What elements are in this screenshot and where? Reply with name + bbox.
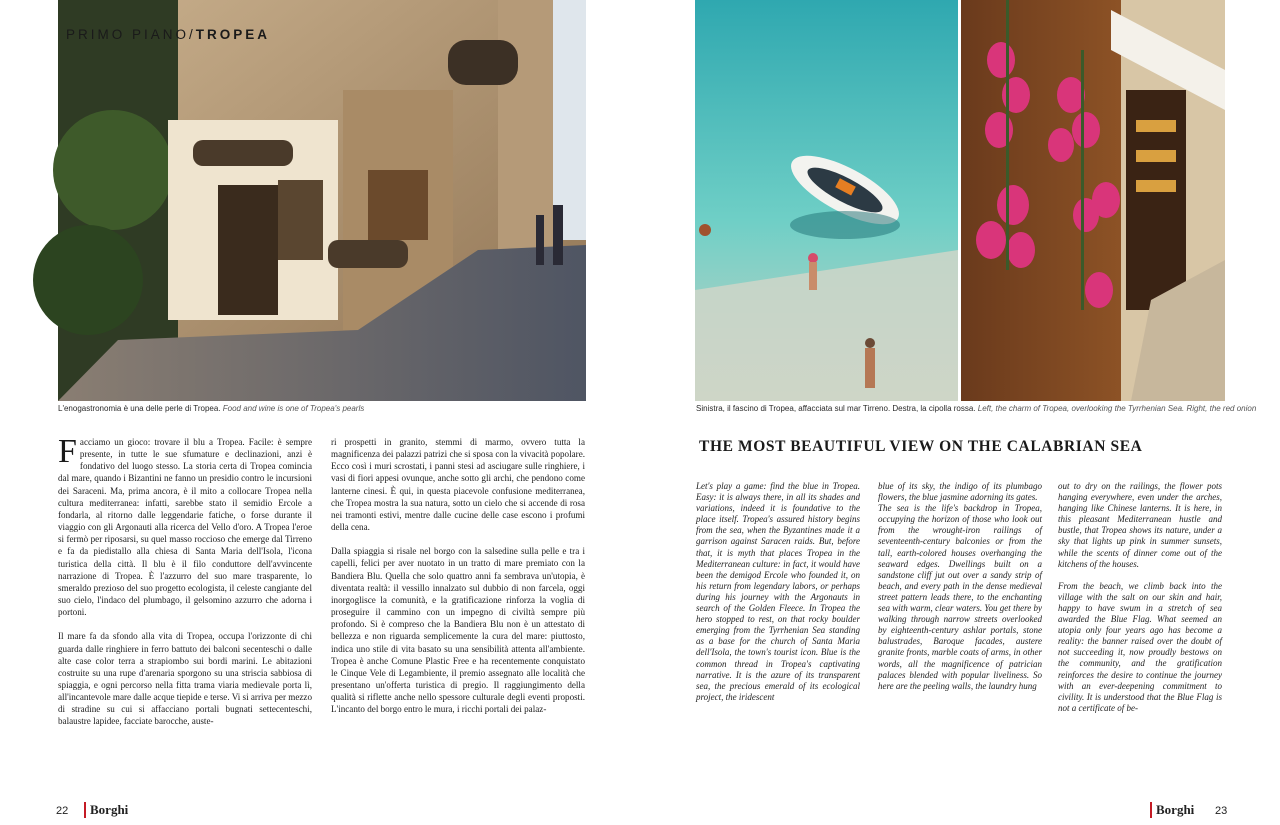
onion-shop-photo	[961, 0, 1225, 401]
section-name: TROPEA	[195, 27, 271, 42]
section-prefix: PRIMO PIANO/	[66, 27, 196, 42]
magazine-logo: Borghi	[1150, 802, 1194, 818]
beach-photo	[695, 0, 958, 401]
page-number: 23	[1215, 805, 1228, 817]
page-number: 22	[56, 805, 69, 817]
right-photo-caption	[696, 404, 1257, 413]
right-page	[640, 0, 1280, 825]
caption-italian: Sinistra, il fascino di Tropea, affacciata sul mar Tirreno. Destra, la cipolla rossa.	[696, 404, 976, 413]
paragraph: Il mare fa da sfondo alla vita di Tropea, occupa l'orizzonte di chi guarda dalle ringhiere in ferro battuto dei balconi secenteschi o dalle alte case color terra a strapiombo sui bordi marini. Le abitazioni costruite su una rupe d'arenaria sporgono su una striscia sabbiosa di spiaggia, e ogni percorso nella fitta trama viaria medievale porta lì, all'incantevole mare dalle acque tiepide e terse. Vi si arriva per mezzo di stradine su cui si affacciano portali bugnati settecenteschi, balaustre lapidee, facciate barocche, auste-	[58, 631, 312, 727]
caption-english: Food and wine is one of Tropea's pearls	[222, 404, 365, 413]
paragraph: From the beach, we climb back into the village with the salt on our skin and hair, happy to have swum in a stretch of sea awarded the Blue Flag. What seemed an utopia only four years ago has become a reality: the banner raised over the doubt of not succeeding it, now proudly bestows on the community, and the gratification reinforces the desire to continue the journey with an ever-deepening commitment to civility. It is understood that the Blue Flag is not a certificate of be-	[1058, 580, 1222, 713]
paragraph	[58, 433, 312, 618]
paragraph: Let's play a game: find the blue in Tropea. Easy: it is always there, in all its shades and variations, indeed it is foundative to the place itself. Tropea's assured history begins from the sea, when the Byzantines made it a garrison against Saracen raids. But, before that, it is myth that places Tropea in the Mediterranean culture: in fact, it would have been the demigod Ercole who founded it, on his return from legendary labors, or perhaps during his journey with the Argonauts in search of the Golden Fleece. In Tropea the hero stopped to rest, on that rocky boulder emerging from the Tyrrhenian Sea standing as a base for the church of Santa Maria dell'Isola, the town's tourist icon. Blue is the common thread in Tropea's captivating narrative. It is the azure of its transparent sea, the precious emerald of its ecological project, the iridescent	[696, 481, 860, 702]
paragraph: The sea is the life's backdrop in Tropea, occupying the horizon of those who look out from the wrought-iron railings of seventeenth-century balconies or from the tall, earth-colored houses overhanging the seaward edges. Dwellings built on a sandstone cliff jut out over a sandy strip of beach, and every path in the dense medieval street pattern leads there, to the enchanting sea with warm, clear waters. You get there by walking through narrow streets overlooked by eighteenth-century ashlar portals, stone balustrades, Baroque facades, austere granite fronts, marble coats of arms, in other words, all the magnificence of patrician palaces blended with popular liveliness. So here are the peeling walls, the laundry hung	[878, 503, 1042, 691]
english-column-1	[696, 481, 860, 781]
paragraph: Dalla spiaggia si risale nel borgo con la salsedine sulla pelle e tra i capelli, felici per aver nuotato in un tratto di mare premiato con la Bandiera Blu. Quella che solo quattro anni fa sembrava un'utopia, è diventata realtà: il vessillo innalzato sul dubbio di non farcela, oggi inorgoglisce la comunità, e la gratificazione rinforza la voglia di proseguire il cammino con un impegno di civiltà sempre più profondo. Si è compreso che la Bandiera Blu non è un attestato di bellezza e non riguarda semplicemente la cura del mare: piuttosto, indica uno stile di vita basato su una sensibilità attenta all'ambiente. Tropea è anche Comune Plastic Free e ha recentemente conquistato le Cinque Vele di Legambiente, il premio assegnato alle località che presentano un'offerta turistica di pregio. Il raggiungimento della qualità si riflette anche nello spessore culturale degli eventi proposti. L'incanto del borgo entro le mura, i ricchi portali dei palaz-	[331, 546, 585, 715]
article-column-1	[58, 433, 312, 781]
magazine-logo: Borghi	[84, 802, 128, 818]
street-photo	[58, 0, 586, 401]
english-column-3	[1058, 481, 1222, 781]
street-photo-image	[58, 0, 586, 401]
caption-italian: L'enogastronomia è una delle perle di Tropea.	[58, 404, 221, 413]
caption-english: Left, the charm of Tropea, overlooking the Tyrrhenian Sea. Right, the red onion	[977, 404, 1257, 413]
english-column-2	[878, 481, 1042, 781]
article-title-english: THE MOST BEAUTIFUL VIEW ON THE CALABRIAN SEA	[699, 438, 1143, 455]
article-column-2	[331, 436, 585, 781]
paragraph-text: acciamo un gioco: trovare il blu a Tropea. Facile: è sempre presente, in tutte le sue sfumature e declinazioni, anzi è fondativo del luogo stesso. La storia certa di Tropea comincia dal mare, quando i Bizantini ne fanno un presidio contro le incursioni dei Saraceni. Ma, prima ancora, è il mito a collocare Tropea nella cultura mediterranea: infatti, sarebbe stato il semidio Ercole a fondarla, al ritorno dalle leggendarie fatiche, o forse durante il viaggio con gli Argonauti alla ricerca del Vello d'oro. A Tropea l'eroe si fermò per riposarsi, su quel masso roccioso che emerge dal Tirreno e fa da piedistallo alla chiesa di Santa Maria dell'Isola, l'icona turistica della città. Il blu è il filo conduttore dell'avvincente narrazione di Tropea. È l'azzurro del suo mare trasparente, lo smeraldo prezioso del suo progetto ecologista, il celeste cangiante del suo cielo, l'indaco del plumbago, il gelsomino azzurro che adorna i portoni.	[58, 437, 312, 618]
beach-photo-image	[695, 0, 958, 401]
paragraph: blue of its sky, the indigo of its plumbago flowers, the blue jasmine adorning its gates.	[878, 481, 1042, 503]
drop-cap: F	[58, 433, 77, 470]
paragraph: ri prospetti in granito, stemmi di marmo, ovvero tutta la magnificenza dei palazzi patrizi che si sposa con la vivacità popolare. Ecco così i muri scrostati, i panni stesi ad asciugare sulle ringhiere, i vasi di fiori appesi ovunque, anche sotto gli archi, che pendono come lanterne cinesi. È qui, in questa piacevole confusione mediterranea, che Tropea mostra la sua natura, sotto un cielo che si accende di rosa nei tramonti estivi, mentre dalle cucine delle case escono i profumi della cena.	[331, 437, 585, 533]
section-label	[66, 27, 270, 42]
paragraph: out to dry on the railings, the flower pots hanging everywhere, even under the arches, hanging like Chinese lanterns. It is here, in this pleasant Mediterranean hustle and bustle, that Tropea shows its nature, under a sky that lights up pink in summer sunsets, while the scents of dinner come out of the kitchens of the houses.	[1058, 481, 1222, 569]
onion-shop-photo-image	[961, 0, 1225, 401]
left-photo-caption	[58, 404, 586, 413]
